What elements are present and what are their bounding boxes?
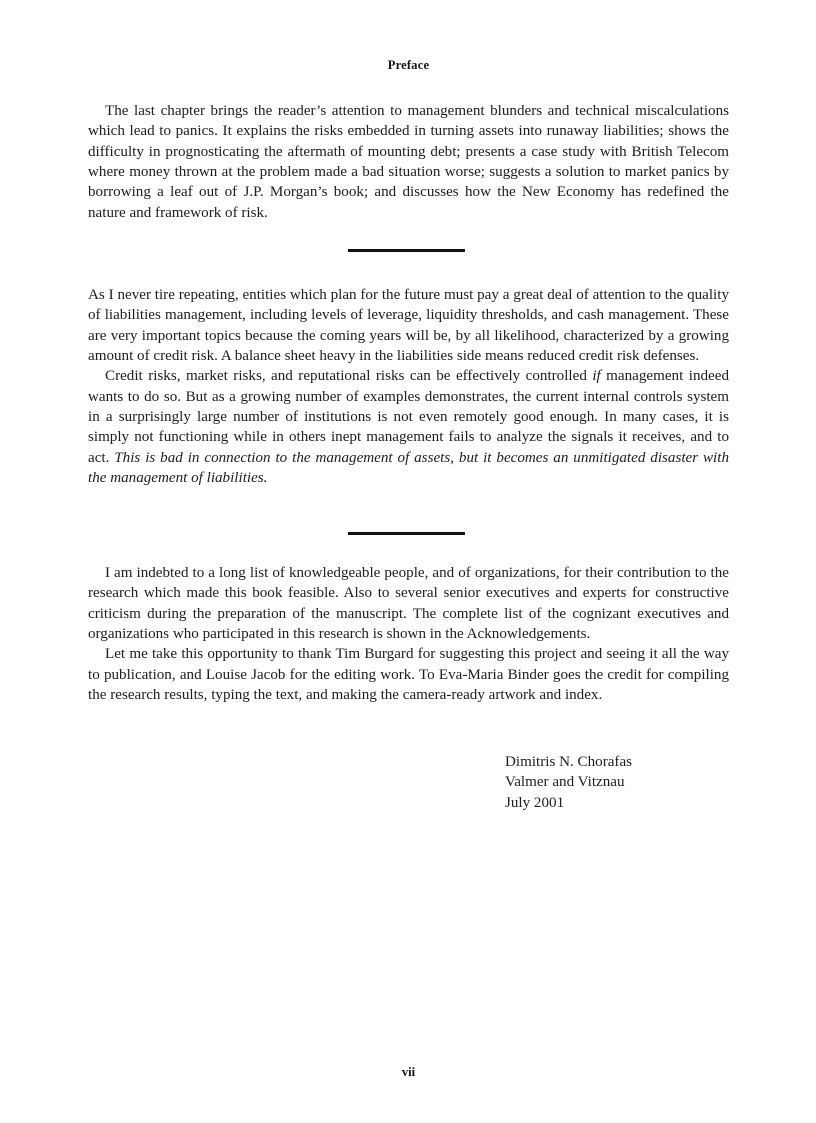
signature-line-author: Dimitris N. Chorafas — [505, 754, 633, 770]
paragraph-group-3 — [88, 563, 729, 705]
section-divider-top — [348, 249, 465, 252]
signature-line-date: July 2001 — [505, 794, 565, 811]
author-signature-block — [505, 752, 735, 813]
page-number: vii — [401, 1065, 416, 1079]
section-divider-bottom — [348, 532, 465, 535]
preface-acknowledgements-block — [88, 563, 729, 705]
paragraph: Credit risks, market risks, and reputational risks can be effectively controlled if management indeed wants to do so. But as a growing number of examples demonstrates, the current internal controls system in a surprisingly large number of institutions is not even remotely good enough. In many cases, it is simply not functioning while in others inept management fails to analyze the signals it receives, and to act. This is bad in connection to the management of assets, but it becomes an unmitigated disaster with the management of liabilities. — [88, 368, 729, 487]
paragraph-group-1 — [88, 101, 729, 223]
page-title: Preface — [387, 58, 430, 72]
emphasis-text: if — [592, 368, 601, 385]
paragraph-group-2 — [88, 285, 729, 488]
preface-intro-block — [88, 101, 729, 223]
paragraph: Let me take this opportunity to thank Tim Burgard for suggesting this project and seeing it all the way to publication, and Louise Jacob for the editing work. To Eva-Maria Binder goes the credit for compiling the research results, typing the text, and making the camera-ready artwork and index. — [88, 646, 729, 704]
signature-line-location: Valmer and Vitznau — [505, 774, 625, 791]
preface-body-block — [88, 285, 729, 488]
paragraph: The last chapter brings the reader’s attention to management blunders and technical miscalculations which lead to panics. It explains the risks embedded in turning assets into runaway liabilities; shows the difficulty in prognosticating the aftermath of mounting debt; presents a case study with British Telecom where money thrown at the problem made a bad situation worse; suggests a solution to market panics by borrowing a leaf out of J.P. Morgan’s book; and discusses how the New Economy has redefined the nature and framework of risk. — [88, 103, 729, 221]
paragraph: As I never tire repeating, entities which plan for the future must pay a great deal of attention to the quality of liabilities management, including levels of leverage, liquidity thresholds, and cash management. These are very important topics because the coming years will be, by all likelihood, characterized by a growing amount of credit risk. A balance sheet heavy in the liabilities side means reduced credit risk defenses. — [88, 287, 729, 365]
emphasis-text: This is bad in connection to the management of assets, but it becomes an unmitigated disaster with the management of liabilities. — [88, 449, 729, 487]
paragraph: I am indebted to a long list of knowledgeable people, and of organizations, for their contribution to the research which made this book feasible. Also to several senior executives and experts for constructive criticism during the preparation of the manuscript. The complete list of the cognizant executives and organizations who participated in this research is shown in the Acknowledgements. — [88, 565, 729, 643]
